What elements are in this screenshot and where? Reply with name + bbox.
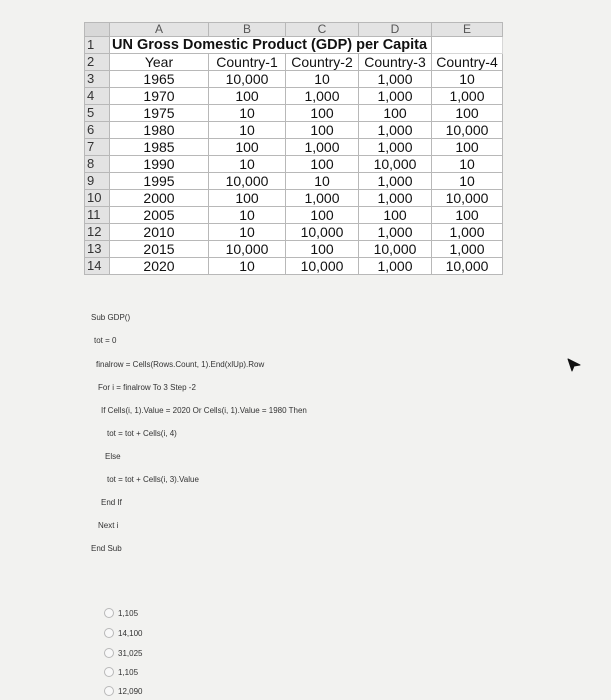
table-row <box>85 224 503 241</box>
table-row <box>85 88 503 105</box>
code-tot-if: tot = tot + Cells(i, 4) <box>107 429 177 438</box>
table-row <box>85 190 503 207</box>
code-sub: Sub GDP() <box>91 313 131 322</box>
code-tot-init: tot = 0 <box>94 336 117 345</box>
table-row <box>85 105 503 122</box>
code-else: Else <box>105 452 121 461</box>
data-cell[interactable]: 10 <box>432 156 503 173</box>
data-cell[interactable]: 1,000 <box>359 258 432 275</box>
data-cell[interactable]: 10 <box>286 173 359 190</box>
data-rows <box>85 71 503 275</box>
data-cell[interactable]: 1970 <box>110 88 209 105</box>
data-cell[interactable]: 10 <box>432 173 503 190</box>
data-cell[interactable]: 100 <box>359 105 432 122</box>
sheet-row-2 <box>85 54 503 71</box>
column-header-e[interactable]: E <box>432 23 503 37</box>
data-cell[interactable]: 10,000 <box>432 122 503 139</box>
data-cell[interactable]: 1,000 <box>432 88 503 105</box>
answer-option-5[interactable] <box>104 686 142 696</box>
cell[interactable] <box>432 37 503 54</box>
header-cell-country-4[interactable]: Country-4 <box>432 54 503 71</box>
answer-option-1[interactable] <box>104 608 138 618</box>
data-cell[interactable]: 1,000 <box>286 88 359 105</box>
radio-button[interactable] <box>104 648 114 658</box>
row-header[interactable]: 3 <box>85 71 110 88</box>
row-header[interactable]: 14 <box>85 258 110 275</box>
data-cell[interactable]: 1990 <box>110 156 209 173</box>
data-cell[interactable]: 10,000 <box>359 241 432 258</box>
option-label: 1,105 <box>118 608 139 618</box>
data-cell[interactable]: 1,000 <box>286 190 359 207</box>
data-cell[interactable]: 1,000 <box>432 224 503 241</box>
data-cell[interactable]: 100 <box>209 139 286 156</box>
data-cell[interactable]: 100 <box>209 88 286 105</box>
data-cell[interactable]: 100 <box>432 207 503 224</box>
header-cell-country-3[interactable]: Country-3 <box>359 54 432 71</box>
data-cell[interactable]: 100 <box>286 122 359 139</box>
code-if: If Cells(i, 1).Value = 2020 Or Cells(i, 1).Value = 1980 Then <box>101 406 307 415</box>
data-cell[interactable]: 10 <box>209 122 286 139</box>
radio-button[interactable] <box>104 686 114 696</box>
header-cell-year[interactable]: Year <box>110 54 209 71</box>
select-all-corner[interactable] <box>85 23 110 37</box>
row-header[interactable]: 9 <box>85 173 110 190</box>
data-cell[interactable]: 100 <box>286 241 359 258</box>
row-header[interactable]: 10 <box>85 190 110 207</box>
data-cell[interactable]: 1,000 <box>432 241 503 258</box>
answer-option-2[interactable] <box>104 628 142 638</box>
data-cell[interactable]: 1,000 <box>359 190 432 207</box>
row-header[interactable]: 1 <box>85 37 110 54</box>
column-header-b[interactable]: B <box>209 23 286 37</box>
data-cell[interactable]: 10 <box>286 71 359 88</box>
code-tot-else: tot = tot + Cells(i, 3).Value <box>107 475 199 484</box>
data-cell[interactable]: 10 <box>209 105 286 122</box>
row-header[interactable]: 7 <box>85 139 110 156</box>
data-cell[interactable]: 2000 <box>110 190 209 207</box>
header-cell-country-2[interactable]: Country-2 <box>286 54 359 71</box>
option-label: 31,025 <box>118 648 143 658</box>
option-label: 1,105 <box>118 667 139 677</box>
table-row <box>85 241 503 258</box>
code-finalrow: finalrow = Cells(Rows.Count, 1).End(xlUp).Row <box>96 360 265 369</box>
data-cell[interactable]: 10 <box>209 207 286 224</box>
data-cell[interactable]: 2005 <box>110 207 209 224</box>
code-end-if: End If <box>101 498 122 507</box>
row-header[interactable]: 13 <box>85 241 110 258</box>
data-cell[interactable]: 100 <box>286 207 359 224</box>
data-cell[interactable]: 1,000 <box>359 88 432 105</box>
code-end-sub: End Sub <box>91 544 122 553</box>
data-cell[interactable]: 1,000 <box>359 122 432 139</box>
row-header[interactable]: 5 <box>85 105 110 122</box>
data-cell[interactable]: 10,000 <box>432 190 503 207</box>
data-cell[interactable]: 10,000 <box>209 71 286 88</box>
column-header-a[interactable]: A <box>110 23 209 37</box>
radio-button[interactable] <box>104 667 114 677</box>
option-label: 14,100 <box>118 628 143 638</box>
option-label: 12,090 <box>118 686 143 696</box>
data-cell[interactable]: 10,000 <box>432 258 503 275</box>
data-cell[interactable]: 1,000 <box>359 71 432 88</box>
data-cell[interactable]: 1,000 <box>359 173 432 190</box>
data-cell[interactable]: 2010 <box>110 224 209 241</box>
data-cell[interactable]: 10,000 <box>286 224 359 241</box>
data-cell[interactable]: 100 <box>359 207 432 224</box>
data-cell[interactable]: 10,000 <box>209 241 286 258</box>
data-cell[interactable]: 100 <box>432 105 503 122</box>
row-header[interactable]: 8 <box>85 156 110 173</box>
data-cell[interactable]: 100 <box>286 156 359 173</box>
data-cell[interactable]: 10 <box>209 156 286 173</box>
row-header[interactable]: 12 <box>85 224 110 241</box>
data-cell[interactable]: 1,000 <box>359 139 432 156</box>
data-cell[interactable]: 1995 <box>110 173 209 190</box>
data-cell[interactable]: 1,000 <box>359 224 432 241</box>
table-row <box>85 71 503 88</box>
row-header[interactable]: 2 <box>85 54 110 71</box>
data-cell[interactable]: 10,000 <box>209 173 286 190</box>
sheet-row-1 <box>85 37 503 54</box>
data-cell[interactable]: 2020 <box>110 258 209 275</box>
title-cell[interactable]: UN Gross Domestic Product (GDP) per Capita <box>110 37 432 54</box>
data-cell[interactable]: 10,000 <box>359 156 432 173</box>
data-cell[interactable]: 2015 <box>110 241 209 258</box>
header-cell-country-1[interactable]: Country-1 <box>209 54 286 71</box>
table-row <box>85 207 503 224</box>
table-row <box>85 122 503 139</box>
column-header-d[interactable]: D <box>359 23 432 37</box>
data-cell[interactable]: 100 <box>209 190 286 207</box>
row-header[interactable]: 11 <box>85 207 110 224</box>
data-cell[interactable]: 1985 <box>110 139 209 156</box>
column-header-c[interactable]: C <box>286 23 359 37</box>
data-cell[interactable]: 1965 <box>110 71 209 88</box>
data-cell[interactable]: 1,000 <box>286 139 359 156</box>
data-cell[interactable]: 10,000 <box>286 258 359 275</box>
code-next: Next i <box>98 521 119 530</box>
table-row <box>85 258 503 275</box>
data-cell[interactable]: 1975 <box>110 105 209 122</box>
table-row <box>85 156 503 173</box>
data-cell[interactable]: 10 <box>209 258 286 275</box>
table-row <box>85 139 503 156</box>
table-row <box>85 173 503 190</box>
radio-button[interactable] <box>104 628 114 638</box>
spreadsheet <box>84 22 503 275</box>
data-cell[interactable]: 100 <box>286 105 359 122</box>
column-header-row <box>85 23 503 37</box>
data-cell[interactable]: 10 <box>432 71 503 88</box>
code-for: For i = finalrow To 3 Step -2 <box>98 383 196 392</box>
data-cell[interactable]: 10 <box>209 224 286 241</box>
row-header[interactable]: 4 <box>85 88 110 105</box>
radio-button[interactable] <box>104 608 114 618</box>
answer-option-3[interactable] <box>104 648 142 658</box>
row-header[interactable]: 6 <box>85 122 110 139</box>
data-cell[interactable]: 1980 <box>110 122 209 139</box>
data-cell[interactable]: 100 <box>432 139 503 156</box>
mouse-pointer-icon <box>567 358 581 372</box>
answer-option-4[interactable] <box>104 667 138 677</box>
